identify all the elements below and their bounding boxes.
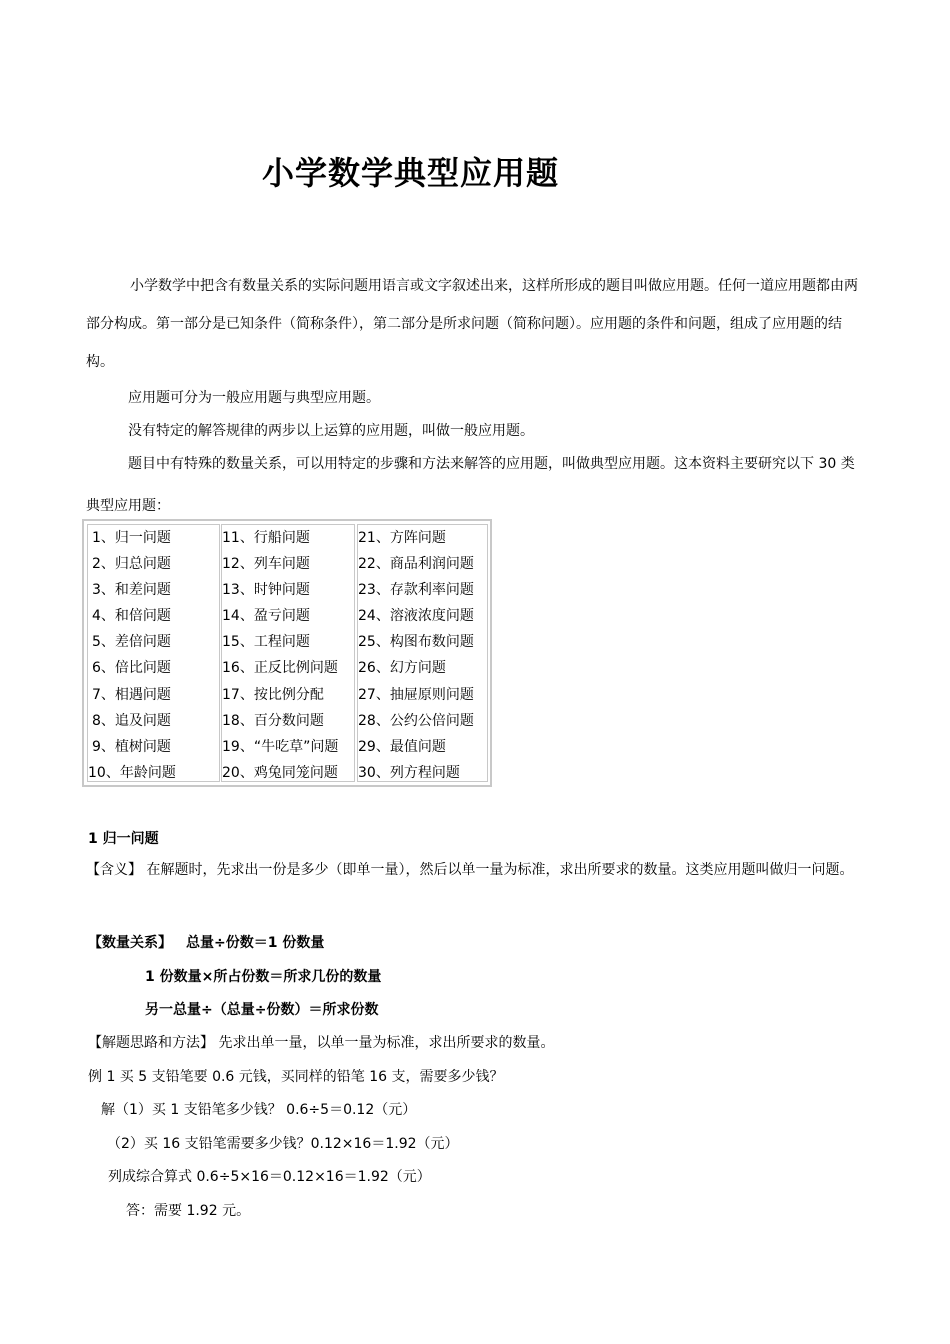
relation-label: 【数量关系】 [88, 935, 172, 951]
table-cell: 15、工程问题 [222, 634, 310, 651]
table-cell: 7、相遇问题 [92, 686, 171, 703]
table-cell: 14、盈亏问题 [222, 608, 310, 625]
relation-formula-1: 总量÷份数＝1 份数量 [186, 935, 325, 951]
table-cell: 24、溶液浓度问题 [358, 608, 474, 625]
combined-formula: 列成综合算式 0.6÷5×16＝0.12×16＝1.92（元） [108, 1169, 431, 1185]
table-cell: 16、正反比例问题 [222, 660, 338, 677]
table-cell: 9、植树问题 [92, 738, 171, 755]
intro-paragraph-4: 题目中有特殊的数量关系，可以用特定的步骤和方法来解答的应用题，叫做典型应用题。这本资料主要研究以下 30 类典型应用题： [86, 456, 855, 514]
section-heading: 1 归一问题 [88, 831, 159, 847]
table-cell: 26、幻方问题 [358, 660, 446, 677]
table-cell: 28、公约公倍问题 [358, 712, 474, 729]
table-cell: 4、和倍问题 [92, 608, 171, 625]
table-cell: 20、鸡兔同笼问题 [222, 764, 338, 781]
table-cell: 8、追及问题 [92, 712, 171, 729]
table-cell: 6、倍比问题 [92, 660, 171, 677]
table-cell: 27、抽屉原则问题 [358, 686, 474, 703]
table-cell: 10、年龄问题 [88, 764, 176, 781]
table-cell: 12、列车问题 [222, 556, 310, 573]
table-column-3 [357, 524, 488, 782]
relation-formula-3: 另一总量÷（总量÷份数）＝所求份数 [145, 1002, 379, 1018]
meaning-paragraph: 【含义】 在解题时，先求出一份是多少（即单一量），然后以单一量为标准，求出所要求的数量。这类应用题叫做归一问题。 [86, 862, 854, 878]
table-cell: 2、归总问题 [92, 556, 171, 573]
table-cell: 11、行船问题 [222, 530, 310, 546]
intro-paragraph-3: 没有特定的解答规律的两步以上运算的应用题，叫做一般应用题。 [128, 423, 534, 439]
intro-paragraph-1: 小学数学中把含有数量关系的实际问题用语言或文字叙述出来，这样所形成的题目叫做应用题。任何一道应用题都由两部分构成。第一部分是已知条件（简称条件），第二部分是所求问题（简称问题）。应用题的条件和问题，组成了应用题的结构。 [86, 278, 858, 370]
table-cell: 17、按比例分配 [222, 686, 324, 703]
relation-formula-2: 1 份数量×所占份数＝所求几份的数量 [145, 969, 382, 985]
solution-step-1: 解（1）买 1 支铅笔多少钱？ 0.6÷5＝0.12（元） [101, 1102, 417, 1118]
table-cell: 25、构图布数问题 [358, 634, 474, 651]
table-cell: 22、商品利润问题 [358, 556, 474, 573]
table-cell: 18、百分数问题 [222, 712, 324, 729]
table-cell: 30、列方程问题 [358, 764, 460, 781]
table-cell: 13、时钟问题 [222, 582, 310, 599]
method-paragraph: 【解题思路和方法】 先求出单一量，以单一量为标准，求出所要求的数量。 [88, 1035, 555, 1051]
example-question: 例 1 买 5 支铅笔要 0.6 元钱，买同样的铅笔 16 支，需要多少钱？ [88, 1069, 504, 1085]
table-cell: 29、最值问题 [358, 738, 446, 755]
table-column-2 [221, 524, 355, 782]
table-cell: 21、方阵问题 [358, 530, 446, 546]
table-cell: 1、归一问题 [92, 530, 171, 546]
problem-type-table [82, 519, 492, 787]
answer-line: 答：需要 1.92 元。 [126, 1203, 251, 1219]
page-title: 小学数学典型应用题 [262, 154, 560, 192]
table-cell: 3、和差问题 [92, 582, 171, 599]
solution-step-2: （2）买 16 支铅笔需要多少钱？0.12×16＝1.92（元） [107, 1136, 459, 1152]
table-column-1 [87, 524, 220, 782]
intro-paragraph-2: 应用题可分为一般应用题与典型应用题。 [128, 390, 380, 406]
table-cell: 19、“牛吃草”问题 [222, 738, 339, 755]
table-cell: 5、差倍问题 [92, 634, 171, 651]
table-cell: 23、存款利率问题 [358, 582, 474, 599]
